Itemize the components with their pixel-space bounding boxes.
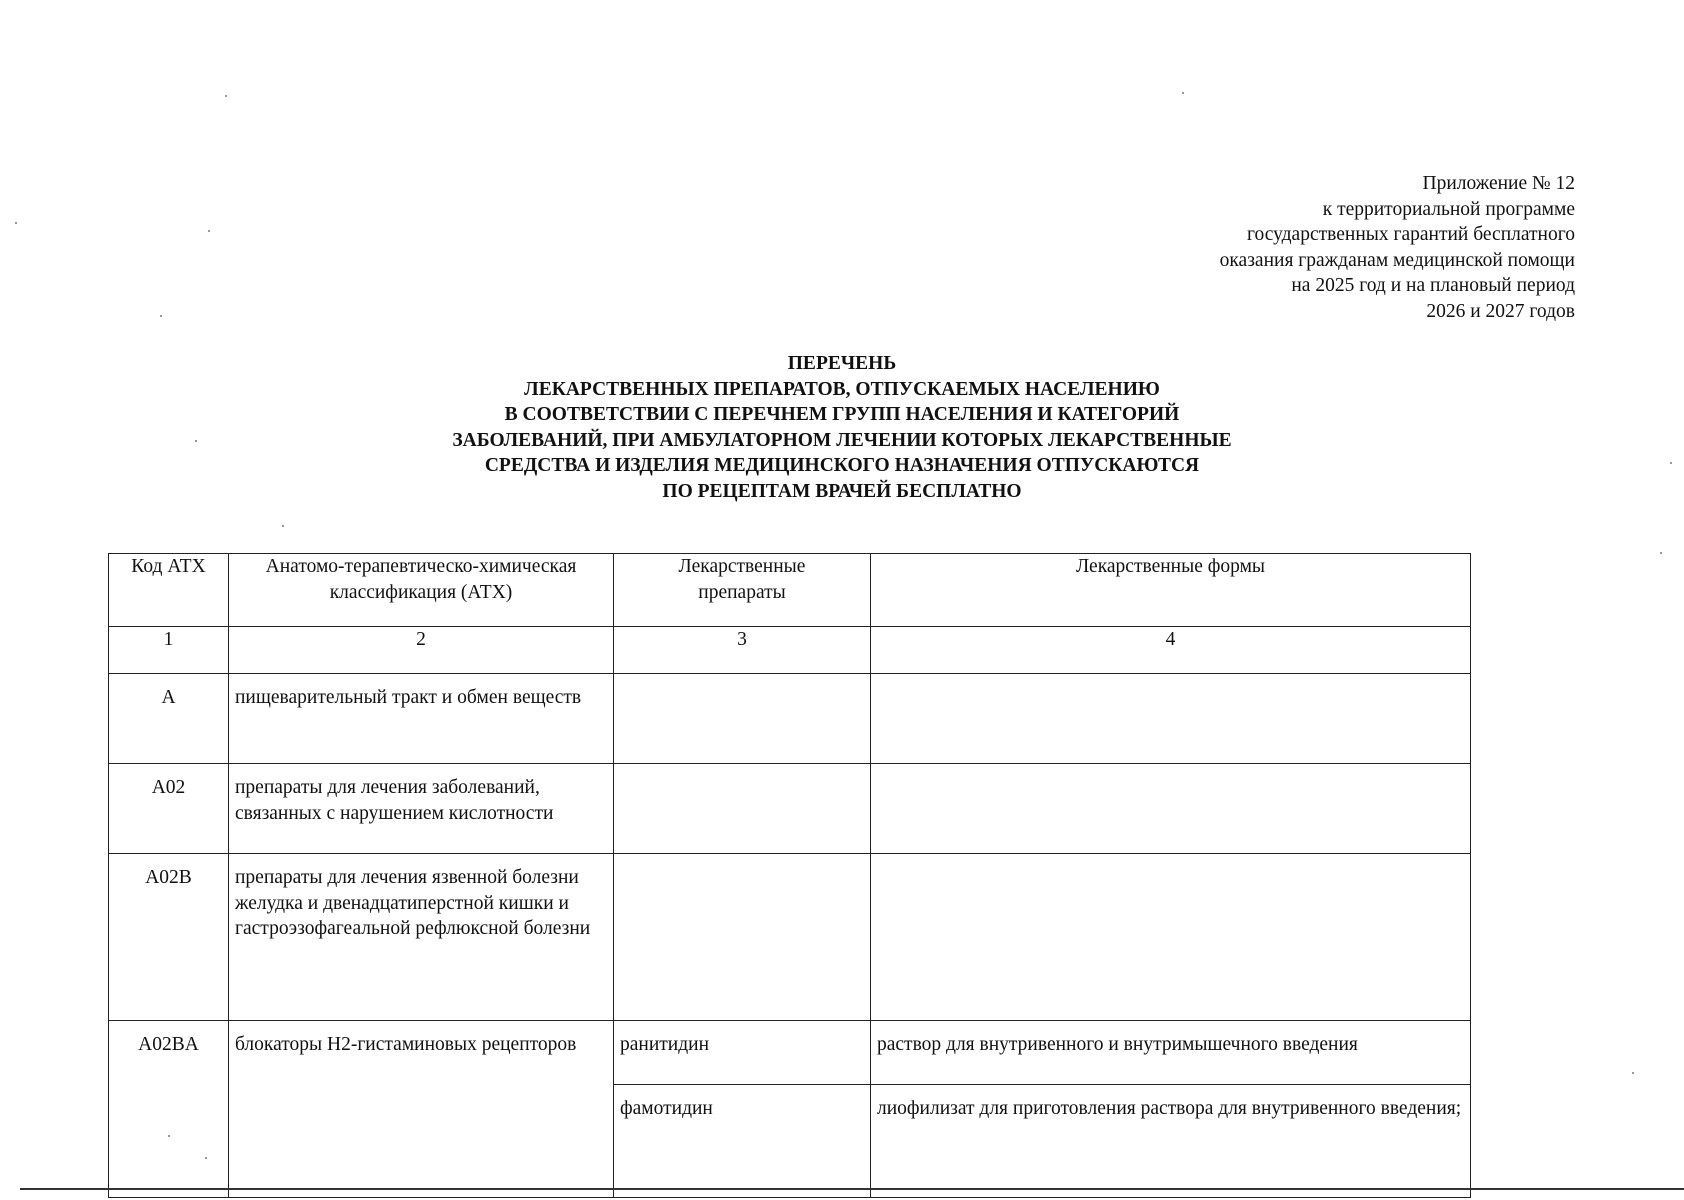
scan-speck bbox=[160, 315, 162, 317]
drug-cell bbox=[614, 764, 871, 854]
appendix-line: на 2025 год и на плановый период bbox=[1291, 275, 1575, 296]
table-row bbox=[109, 854, 1471, 1021]
title-line: ЗАБОЛЕВАНИЙ, ПРИ АМБУЛАТОРНОМ ЛЕЧЕНИИ КОТОРЫХ ЛЕКАРСТВЕННЫЕ bbox=[452, 429, 1232, 451]
scan-speck bbox=[1670, 462, 1672, 464]
atc-classification-cell: пищеварительный тракт и обмен веществ bbox=[229, 674, 614, 764]
atc-classification-cell: блокаторы H2-гистаминовых рецепторов bbox=[229, 1021, 614, 1198]
appendix-line: 2026 и 2027 годов bbox=[1426, 300, 1575, 322]
appendix-line: оказания гражданам медицинской помощи bbox=[1219, 249, 1575, 271]
drug-cell bbox=[614, 854, 871, 1021]
appendix-line: государственных гарантий бесплатного bbox=[1246, 224, 1575, 245]
drug-cell bbox=[614, 674, 871, 764]
page-bottom-rule bbox=[20, 1188, 1684, 1190]
dosage-form-cell: раствор для внутривенного и внутримышечного введения bbox=[871, 1021, 1471, 1085]
table-header-row bbox=[109, 554, 1471, 627]
table-row bbox=[109, 764, 1471, 854]
dosage-form-cell bbox=[871, 764, 1471, 854]
column-number: 3 bbox=[614, 627, 871, 674]
scan-speck bbox=[208, 230, 210, 232]
dosage-form-cell bbox=[871, 854, 1471, 1021]
title-line: СРЕДСТВА И ИЗДЕЛИЯ МЕДИЦИНСКОГО НАЗНАЧЕНИЯ ОТПУСКАЮТСЯ bbox=[484, 455, 1200, 476]
scan-speck bbox=[205, 1157, 207, 1159]
title-line: ПО РЕЦЕПТАМ ВРАЧЕЙ БЕСПЛАТНО bbox=[662, 480, 1022, 502]
appendix-line: к территориальной программе bbox=[1322, 198, 1575, 220]
scan-speck bbox=[1632, 1072, 1634, 1074]
column-number: 1 bbox=[109, 627, 229, 674]
header-drugs: Лекарственные препараты bbox=[614, 554, 871, 627]
scan-speck bbox=[15, 222, 17, 224]
title-line: ПЕРЕЧЕНЬ bbox=[787, 353, 897, 374]
atc-code-cell: A02BA bbox=[109, 1021, 229, 1198]
document-title bbox=[0, 351, 1684, 504]
scan-speck bbox=[225, 95, 227, 97]
column-number-row bbox=[109, 627, 1471, 674]
atc-code-cell: A02 bbox=[109, 764, 229, 854]
scan-speck bbox=[195, 440, 197, 442]
title-line: В СООТВЕТСТВИИ С ПЕРЕЧНЕМ ГРУПП НАСЕЛЕНИЯ И КАТЕГОРИЙ bbox=[504, 404, 1180, 425]
appendix-line: Приложение № 12 bbox=[1422, 173, 1575, 194]
drug-cell: фамотидин bbox=[614, 1085, 871, 1198]
dosage-form-cell bbox=[871, 674, 1471, 764]
table-row bbox=[109, 1021, 1471, 1085]
appendix-note bbox=[1220, 171, 1575, 324]
atc-classification-cell: препараты для лечения заболеваний, связанных с нарушением кислотности bbox=[229, 764, 614, 854]
atc-classification-cell: препараты для лечения язвенной болезни желудка и двенадцатиперстной кишки и гастроэзофагеальной рефлюксной болезни bbox=[229, 854, 614, 1021]
scan-speck bbox=[1182, 92, 1184, 94]
table-row bbox=[109, 674, 1471, 764]
scan-speck bbox=[282, 525, 284, 527]
header-atc-classification: Анатомо-терапевтическо-химическая классификация (АТХ) bbox=[229, 554, 614, 627]
header-atc-code: Код АТХ bbox=[109, 554, 229, 627]
atc-code-cell: A bbox=[109, 674, 229, 764]
atc-code-cell: A02B bbox=[109, 854, 229, 1021]
header-dosage-forms: Лекарственные формы bbox=[871, 554, 1471, 627]
title-line: ЛЕКАРСТВЕННЫХ ПРЕПАРАТОВ, ОТПУСКАЕМЫХ НАСЕЛЕНИЮ bbox=[524, 378, 1160, 400]
drug-cell: ранитидин bbox=[614, 1021, 871, 1085]
drug-list-table bbox=[108, 553, 1471, 1198]
scan-speck bbox=[1660, 552, 1662, 554]
dosage-form-cell: лиофилизат для приготовления раствора для внутривенного введения; bbox=[871, 1085, 1471, 1198]
scan-speck bbox=[168, 1135, 170, 1137]
column-number: 2 bbox=[229, 627, 614, 674]
column-number: 4 bbox=[871, 627, 1471, 674]
